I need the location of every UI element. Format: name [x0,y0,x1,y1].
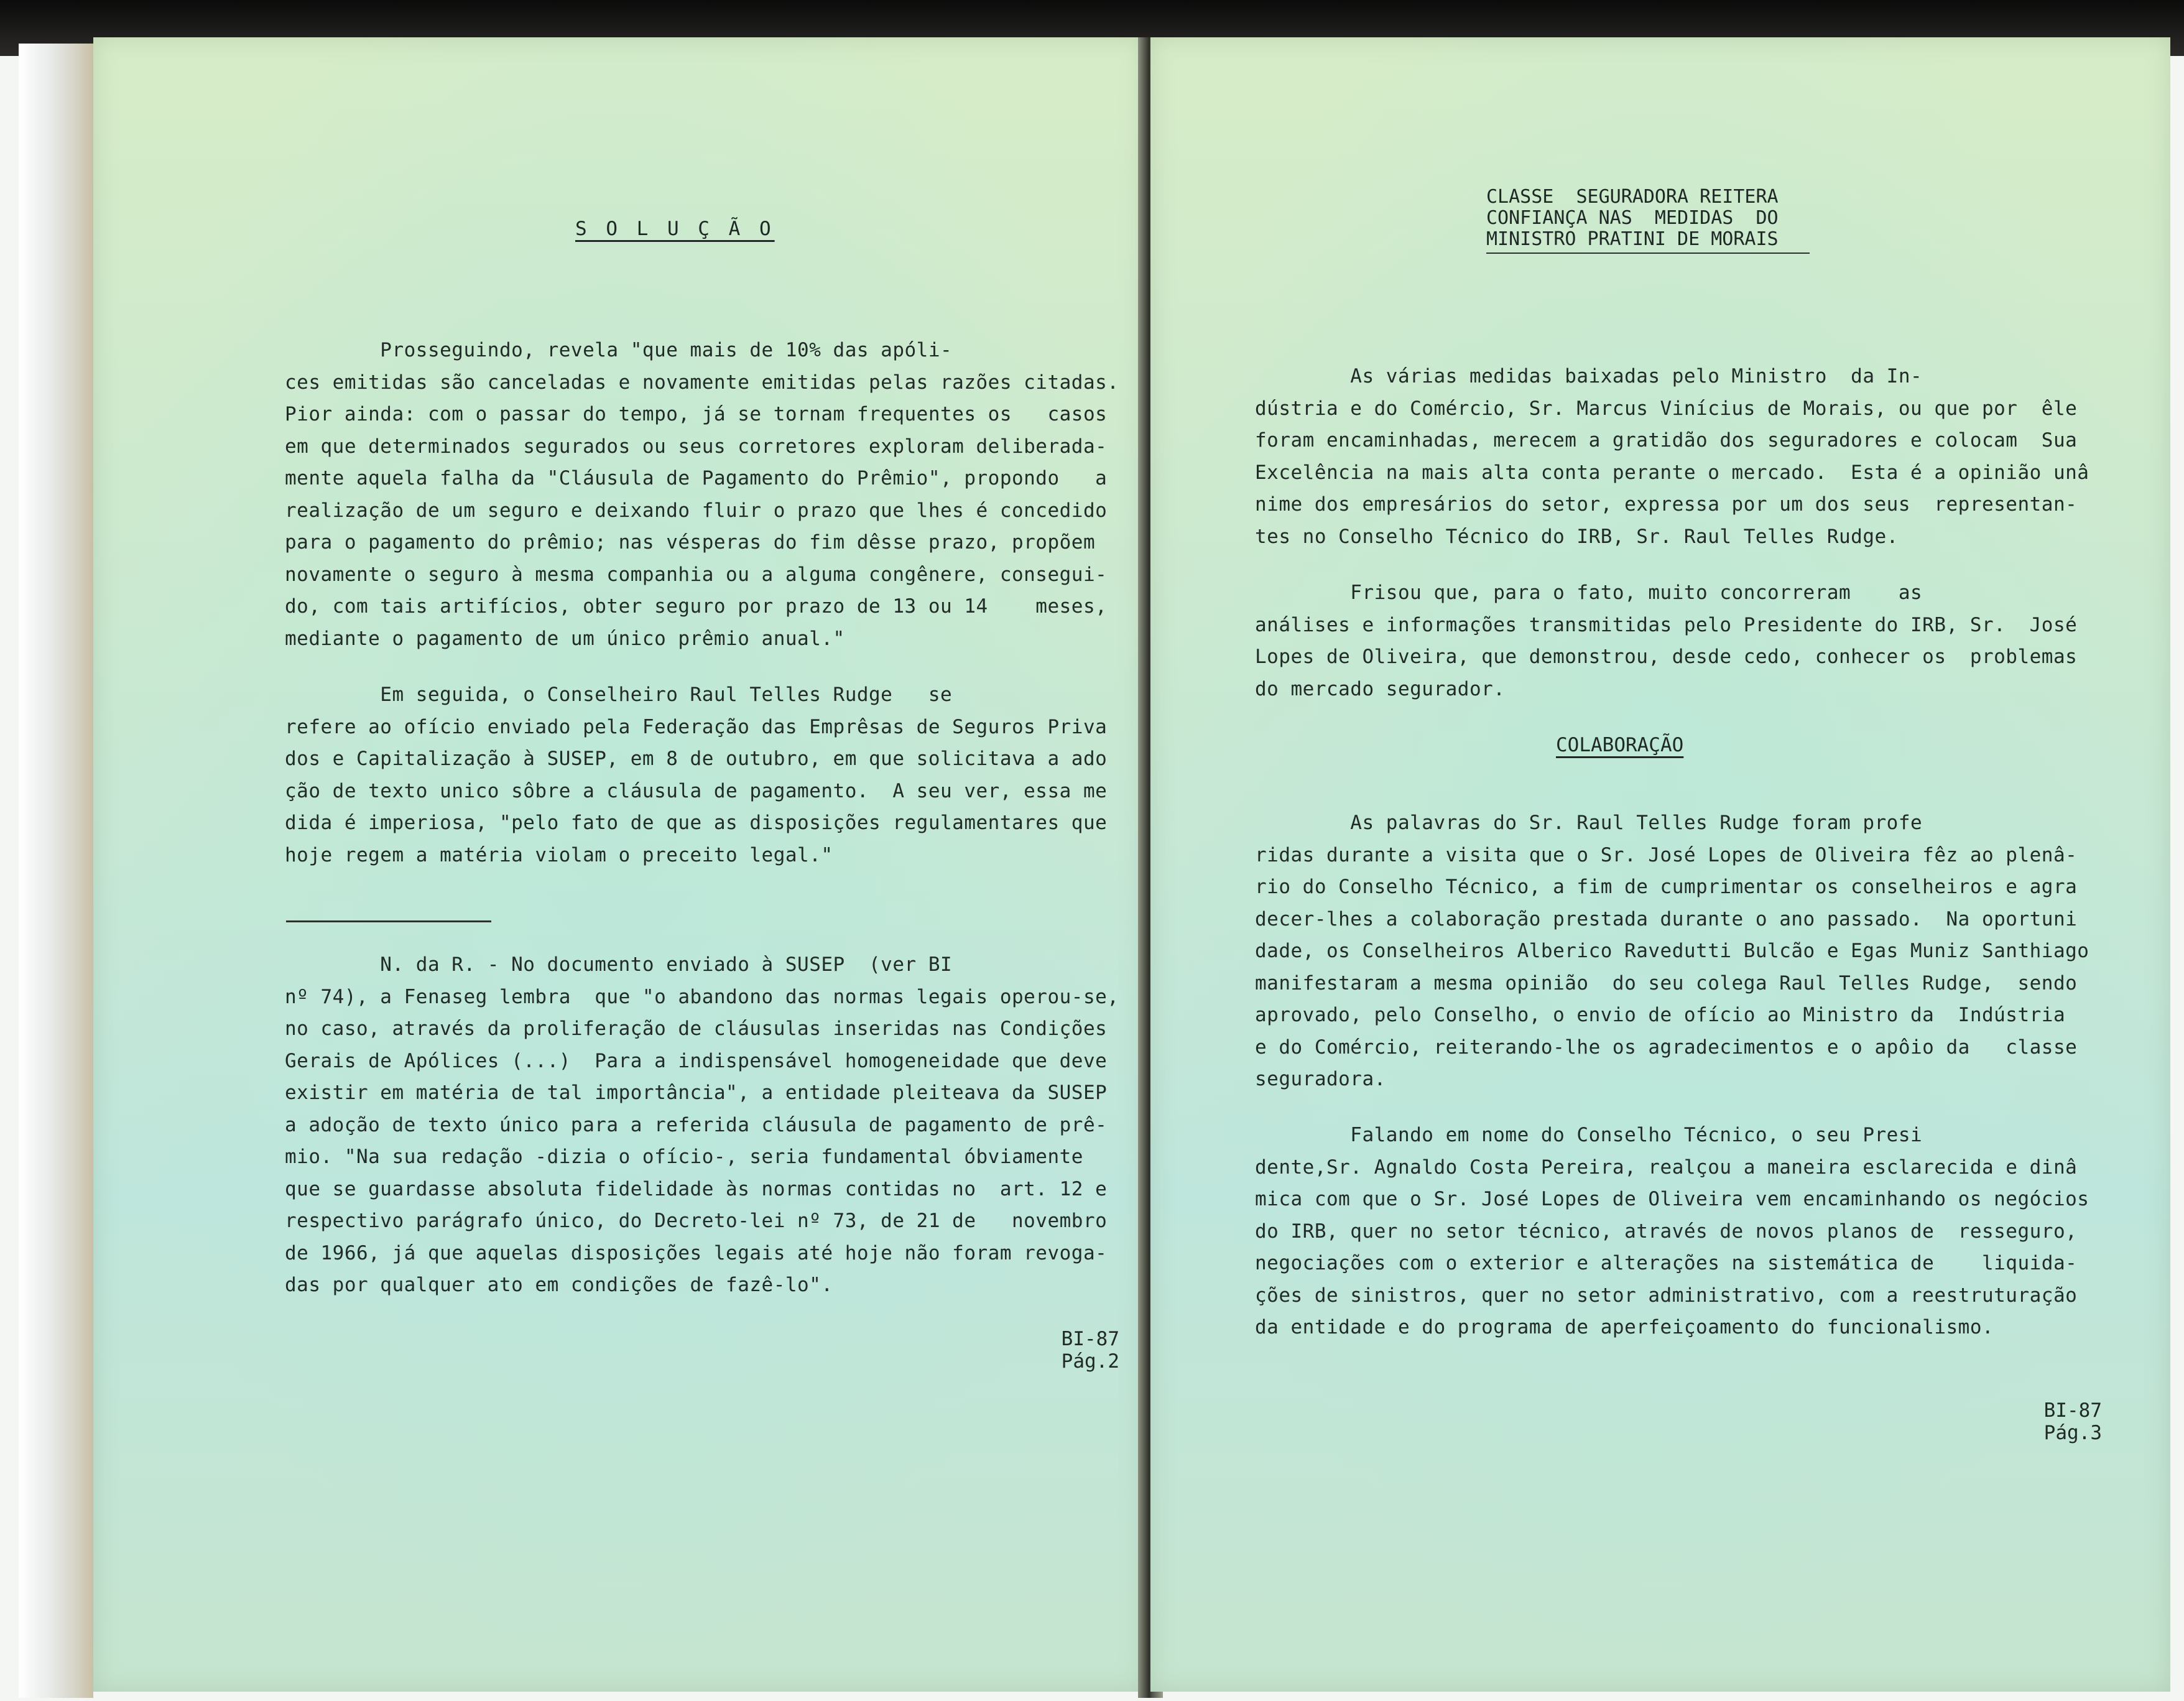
headline-underline [1486,253,1810,254]
left-paragraph-2: Em seguida, o Conselheiro Raul Telles Rudge se refere ao ofício enviado pela Federação das Emprêsas de Seguros Priva dos e Capitalização à SUSEP, em 8 de outubro, em que solicitava a ado ção de texto unico sôbre a cláusula de pagamento. A seu ver, essa me dida é imperiosa, "pelo fato de que as disposições regulamentares que hoje regem a matéria violam o preceito legal." [285,684,1108,866]
right-paragraph-4: Falando em nome do Conselho Técnico, o seu Presi dente,Sr. Agnaldo Costa Pereira, realçou a maneira esclarecida e dinâ mica com que o Sr. José Lopes de Oliveira vem encaminhando os negócios do IRB, quer no setor técnico, através de novos planos de resseguro, negociações com o exterior e alterações na sistemática de liquida- ções de sinistros, quer no setor administrativo, com a reestruturação da entidade e do programa de aperfeiçoamento do funcionalismo. [1255,1124,2089,1338]
footnote-rule [286,920,491,922]
right-page [1150,37,2170,1692]
page-reference-right: BI-87 Pág.3 [2043,1399,2102,1444]
article-headline: CLASSE SEGURADORA REITERA CONFIANÇA NAS MEDIDAS DO MINISTRO PRATINI DE MORAIS [1486,186,1779,250]
section-heading-colaboracao: COLABORAÇÃO [1556,734,1684,756]
right-paragraph-2: Frisou que, para o fato, muito concorreram as análises e informações transmitidas pelo Presidente do IRB, Sr. José Lopes de Oliveira, que demonstrou, desde cedo, conhecer os problemas do mercado segurador. [1255,582,2078,700]
left-page [93,37,1144,1692]
right-paragraph-3: As palavras do Sr. Raul Telles Rudge foram profe ridas durante a visita que o Sr. José Lopes de Oliveira fêz ao plenâ- rio do Conselho Técnico, a fim de cumprimentar os conselheiros e agra decer-lhes a colaboração prestada durante o ano passado. Na oportuni dade, os Conselheiros Alberico Ravedutti Bulcão e Egas Muniz Santhiago manifestaram a mesma opinião do seu colega Raul Telles Rudge, sendo aprovado, pelo Conselho, o envio de ofício ao Ministro da Indústria e do Comércio, reiterando-lhe os agradecimentos e o apôio da classe seguradora. [1255,812,2089,1090]
left-paragraph-1: Prosseguindo, revela "que mais de 10% das apóli- ces emitidas são canceladas e novamente emitidas pelas razões citadas. Pior ainda: com o passar do tempo, já se tornam frequentes os casos em que determinados segurados ou seus corretores exploram deliberada- mente aquela falha da "Cláusula de Pagamento do Prêmio", propondo a realização de um seguro e deixando fluir o prazo que lhes é concedido para o pagamento do prêmio; nas vésperas do fim dêsse prazo, propõem novamente o seguro à mesma companhia ou a alguma congênere, consegui- do, com tais artifícios, obter seguro por prazo de 13 ou 14 meses, mediante o pagamento de um único prêmio anual." [285,339,1119,650]
page-reference-left: BI-87 Pág.2 [1061,1328,1119,1373]
section-heading-solucao: S O L U Ç Ã O [575,218,775,240]
editor-note: N. da R. - No documento enviado à SUSEP (ver BI nº 74), a Fenaseg lembra que "o abandono das normas legais operou-se, no caso, através da proliferação de cláusulas inseridas nas Condições Gerais de Apólices (...) Para a indispensável homogeneidade que deve existir em matéria de tal importância", a entidade pleiteava da SUSEP a adoção de texto único para a referida cláusula de pagamento de prê- mio. "Na sua redação -dizia o ofício-, seria fundamental óbviamente que se guardasse absoluta fidelidade às normas contidas no art. 12 e respectivo parágrafo único, do Decreto-lei nº 73, de 21 de novembro de 1966, já que aquelas disposições legais até hoje não foram revoga- das por qualquer ato em condições de fazê-lo". [285,953,1119,1296]
right-paragraph-1: As várias medidas baixadas pelo Ministro da In- dústria e do Comércio, Sr. Marcus Vinícius de Morais, ou que por êle foram encaminhadas, merecem a gratidão dos seguradores e colocam Sua Excelência na mais alta conta perante o mercado. Esta é a opinião unâ nime dos empresários do setor, expressa por um dos seus representan- tes no Conselho Técnico do IRB, Sr. Raul Telles Rudge. [1255,365,2089,548]
page-edges [19,44,93,1698]
